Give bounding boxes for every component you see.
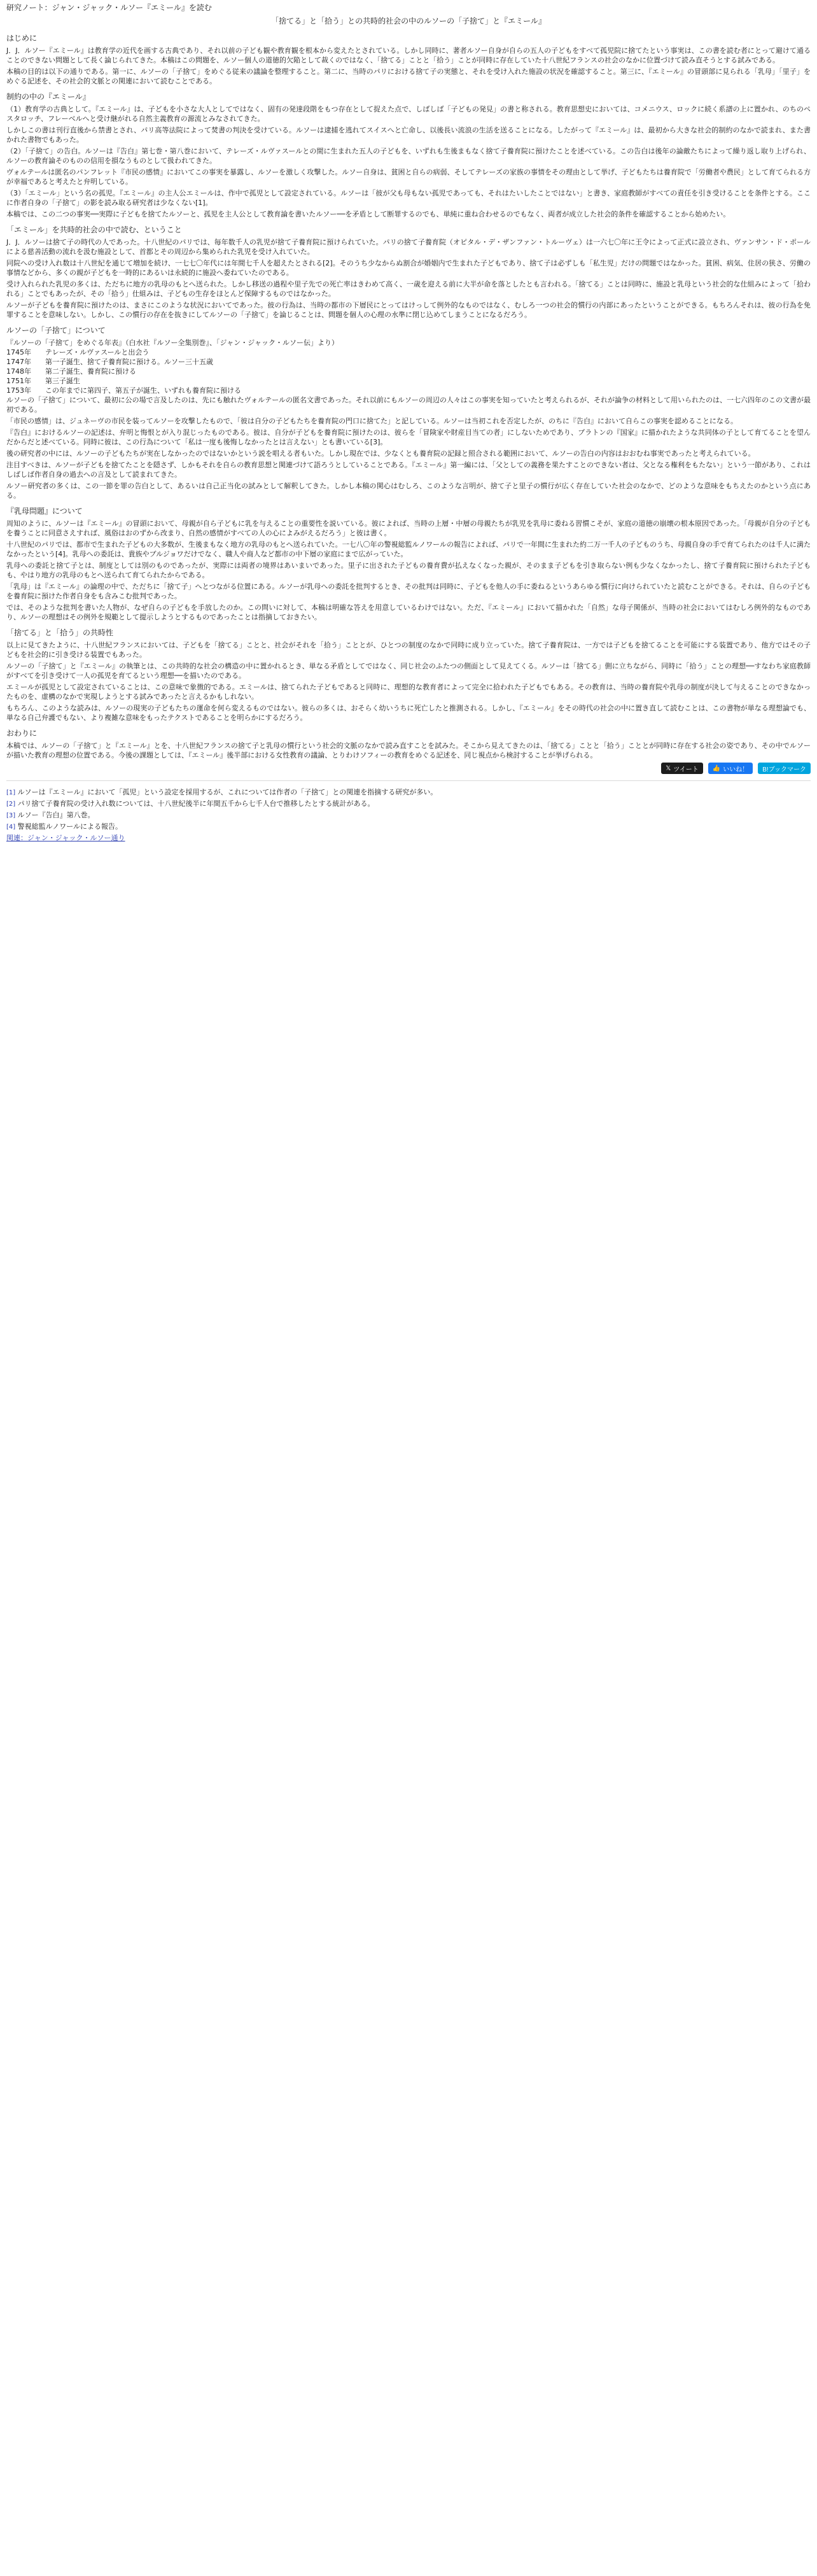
section-heading: 『乳母問題』について (6, 507, 83, 516)
paragraph: 「乳母」は『エミール』の論理の中で、ただちに「捨て子」へとつながる位置にある。ルソーが乳母への委託を批判するとき、その批判は同時に、子どもを他人の手に委ねるというあらゆる慣行に向けられていたと読むことができる。それは、自らの子どもを養育院に預けた作者自身をも含みこむ批判であった。 (6, 582, 811, 600)
timeline-line: 1753年 この年までに第四子、第五子が誕生、いずれも養育院に預ける (6, 386, 241, 395)
tweet-button[interactable] (661, 763, 703, 774)
related-link[interactable]: 関連：ジャン・ジャック・ルソー通り (6, 834, 125, 842)
timeline-line: 1747年 第一子誕生、捨て子養育院に預ける。ルソー三十五歳 (6, 358, 213, 366)
related-link-row (6, 833, 811, 843)
paragraph: 乳母への委託と捨て子とは、制度としては別のものであったが、実際には両者の境界はあいまいであった。里子に出された子どもの養育費が払えなくなった親が、そのまま子どもを引き取らない例も少なくなかったし、捨て子養育院に預けられた子どもも、やはり地方の乳母のもとへ送られて育てられたからである。 (6, 561, 811, 579)
paragraph: ルソー研究者の多くは、この一節を罪の告白として、あるいは自己正当化の試みとして解釈してきた。しかし本稿の関心はむしろ、このような言明が、捨て子と里子の慣行が広く存在していた社会のなかで、どのような意味をもちえたのかという点にある。 (6, 482, 811, 500)
paragraph: 本稿では、この二つの事実──実際に子どもを捨てたルソーと、孤児を主人公として教育論を書いたルソー──を矛盾として断罪するのでも、単純に重ね合わせるのでもなく、両者が成立した社会的条件を確認することから始めたい。 (6, 210, 730, 218)
paragraph: （1）教育学の古典として。『エミール』は、子どもを小さな大人としてではなく、固有の発達段階をもつ存在として捉えた点で、しばしば「子どもの発見」の書と称される。教育思想史においては、コメニウス、ロックに続く系譜の上に置かれ、のちのペスタロッチ、フレーベルへと受け継がれる自然主義教育の源流とみなされてきた。 (6, 105, 811, 123)
footnote-number[interactable]: [4] (6, 824, 16, 831)
paragraph: 受け入れられた乳児の多くは、ただちに地方の乳母のもとへ送られた。しかし移送の過程や里子先での死亡率はきわめて高く、一歳を迎える前に大半が命を落としたとも言われる。「捨てる」ことは同時に、施設と乳母という社会的な仕組みによって「拾われる」ことでもあったが、その「拾う」仕組みは、子どもの生存をほとんど保障するものではなかった。 (6, 280, 811, 298)
paragraph: 十八世紀のパリでは、都市で生まれた子どもの大多数が、生後まもなく地方の乳母のもとへ送られていた。一七八〇年の警視総監ルノワールの報告によれば、パリで一年間に生まれた約二万一千人の子どものうち、母親自身の手で育てられたのは千人に満たなかったという[4]。乳母への委託は、貴族やブルジョワだけでなく、職人や商人など都市の中下層の家庭にまで広がっていた。 (6, 540, 811, 558)
footnote (6, 810, 811, 820)
footnote-number[interactable]: [3] (6, 812, 16, 819)
paragraph: 本稿では、ルソーの「子捨て」と『エミール』とを、十八世紀フランスの捨て子と乳母の慣行という社会的文脈のなかで読み直すことを試みた。そこから見えてきたのは、「捨てる」ことと「拾う」こととが同時に存在する社会の姿であり、その中でルソーが描いた教育の理想の位置である。今後の課題としては、『エミール』後半部における女性教育の議論、とりわけソフィーの教育をめぐる記述を、同じ視点から検討することが挙げられる。 (6, 742, 811, 759)
paragraph: では、そのような批判を書いた人物が、なぜ自らの子どもを手放したのか。この問いに対して、本稿は明確な答えを用意しているわけではない。ただ、『エミール』において描かれた「自然」な母子関係が、当時の社会においてはむしろ例外的なものであり、ルソーの理想はその例外を規範として提示しようとするものであったことは指摘しておきたい。 (6, 603, 811, 621)
section-heading: ルソーの「子捨て」について (6, 326, 106, 335)
paragraph: J．J．ルソー『エミール』は教育学の近代を画する古典であり、それ以前の子ども観や教育観を根本から変えたとされている。しかし同時に、著者ルソー自身が自らの五人の子どもをすべて孤児院に捨てたという事実は、この書を読む者にとって避けて通ることのできない問題として長く論じられてきた。本稿はこの問題を、ルソー個人の道徳的欠陥として裁くのではなく、「捨てる」ことと「拾う」ことが同時に存在していた十八世紀フランスの社会のなかに位置づけて読み直そうとする試みである。 (6, 46, 811, 64)
paragraph: J．J．ルソーは捨て子の時代の人であった。十八世紀のパリでは、毎年数千人の乳児が捨て子養育院に預けられていた。パリの捨て子養育院（オピタル・デ・ザンファン・トルーヴェ）は一六七〇年に王令によって正式に設立され、ヴァンサン・ド・ポールによる慈善活動の流れを汲む施設として、首都とその周辺から集められた乳児を受け入れていた。 (6, 238, 811, 256)
footnotes (6, 787, 811, 832)
paragraph: ルソーの「子捨て」と『エミール』の執筆とは、この共時的な社会の構造の中に置かれるとき、単なる矛盾としてではなく、同じ社会のふたつの側面として見えてくる。ルソーは「捨てる」側に立ちながら、同時に「拾う」ことの理想──すなわち家庭教師がすべてを引き受けて一人の孤児を育てるという理想──を描いたのである。 (6, 662, 811, 680)
timeline-line: 1748年 第二子誕生、養育院に預ける (6, 367, 136, 376)
article-title: 研究ノート：ジャン・ジャック・ルソー『エミール』を読む (6, 3, 212, 12)
article-subtitle: 「捨てる」と「拾う」との共時的社会の中のルソーの「子捨て」と『エミール』 (271, 17, 546, 25)
section-heading: はじめに (6, 34, 38, 43)
paragraph: しかしこの書は刊行直後から禁書とされ、パリ高等法院によって焚書の判決を受けている。ルソーは逮捕を逃れてスイスへと亡命し、以後長い流浪の生活を送ることになる。したがって『エミール』は、最初から大きな社会的制約のなかで読まれ、また書かれた書物でもあった。 (6, 126, 811, 144)
paragraph: 後の研究者の中には、ルソーの子どもたちが実在しなかったのではないかという説を唱える者もいた。しかし現在では、少なくとも養育院の記録と照合される範囲において、ルソーの告白の内容はおおむね事実であったと考えられている。 (6, 449, 755, 458)
timeline-line: 『ルソーの「子捨て」をめぐる年表』（白水社『ルソー全集別巻』、「ジャン・ジャック・ルソー伝」より） (6, 339, 339, 347)
footnote-text: 警視総監ルノワールによる報告。 (17, 822, 123, 831)
footnote-number[interactable]: [1] (6, 789, 16, 796)
footnote (6, 787, 811, 798)
like-label: いいね！ (723, 766, 749, 773)
share-bar (6, 763, 811, 774)
paragraph: もちろん、このような読みは、ルソーの現実の子どもたちの運命を何ら変えるものではない。彼らの多くは、おそらく幼いうちに死亡したと推測される。しかし、『エミール』をその時代の社会の中に置き直して読むことは、この書物が単なる理想論でも、単なる自己弁護でもない、より複雑な意味をもったテクストであることを明らかにするだろう。 (6, 704, 811, 722)
paragraph: 本稿の目的は以下の通りである。第一に、ルソーの「子捨て」をめぐる従来の議論を整理すること。第二に、当時のパリにおける捨て子の実態と、それを受け入れた施設の状況を確認すること。第三に、『エミール』の冒頭部に見られる「乳母」「里子」をめぐる記述を、その社会的文脈との関連において読むことである。 (6, 67, 811, 85)
timeline-line: 1751年 第三子誕生 (6, 377, 80, 385)
like-button[interactable] (708, 763, 753, 774)
paragraph: ルソーが子どもを養育院に預けたのは、まさにこのような状況においてであった。彼の行為は、当時の都市の下層民にとってはけっして例外的なものではなく、むしろ一つの社会的慣行の内部にあったということができる。もちろんそれは、彼の行為を免罪することを意味しない。しかし、この慣行の存在を抜きにしてルソーの「子捨て」を論じることは、問題を個人の心理の水準に閉じ込めてしまうことになるだろう。 (6, 301, 811, 319)
paragraph: 以上に見てきたように、十八世紀フランスにおいては、子どもを「捨てる」ことと、社会がそれを「拾う」こととが、ひとつの制度のなかで同時に成り立っていた。捨て子養育院は、一方では子どもを捨てることを可能にする装置であり、他方ではその子どもを社会的に引き受ける装置でもあった。 (6, 641, 811, 659)
timeline-line: 1745年 テレーズ・ルヴァスールと出会う (6, 348, 150, 356)
paragraph: ルソーの「子捨て」について、最初に公の場で言及したのは、先にも触れたヴォルテールの匿名文書であった。それ以前にもルソーの周辺の人々はこの事実を知っていたと考えられるが、それが論争の材料として用いられたのは、一七六四年のこの文書が最初である。 (6, 396, 811, 414)
paragraph: 同院への受け入れ数は十八世紀を通じて増加を続け、一七七〇年代には年間七千人を超えたとされる[2]。そのうち少なからぬ割合が婚姻内で生まれた子どもであり、捨て子は必ずしも「私生児」だけの問題ではなかった。貧困、病気、住居の狭さ、労働の事情などから、多くの親が子どもを一時的にあるいは永続的に施設へ委ねていたのである。 (6, 259, 811, 277)
section-heading: 「エミール」を共時的社会の中で読む、ということ (6, 225, 182, 234)
footnote (6, 822, 811, 832)
x-icon: 𝕏 (666, 764, 671, 772)
hatena-label: B!ブックマーク (762, 766, 806, 773)
footnote (6, 799, 811, 809)
section-heading: 「捨てる」と「拾う」の共時性 (6, 628, 114, 637)
paragraph: 「市民の感情」は、ジュネーヴの市民を装ってルソーを攻撃したもので、「彼は自分の子どもたちを養育院の門口に捨てた」と記している。ルソーは当初これを否定したが、のちに『告白』において自らこの事実を認めることになる。 (6, 417, 738, 425)
footnote-text: ルソー『告白』第八巻。 (17, 811, 95, 819)
section-heading: おわりに (6, 729, 38, 738)
paragraph: （3）「エミール」という名の孤児。『エミール』の主人公エミールは、作中で孤児として設定されている。ルソーは「彼が父も母もない孤児であっても、それはたいしたことではない」と書き、家庭教師がすべての責任を引き受けることを条件とする。ここに作者自身の「子捨て」の影を読み取る研究者は少なくない[1]。 (6, 189, 811, 207)
paragraph: （2）「子捨て」の告白。ルソーは『告白』第七巻・第八巻において、テレーズ・ルヴァスールとの間に生まれた五人の子どもを、いずれも生後まもなく捨て子養育院に預けたことを述べている。この告白は後年の論敵たちによって繰り返し取り上げられ、ルソーの教育論そのものの信用を損なうものとして扱われてきた。 (6, 147, 811, 165)
footnote-text: ルソーは『エミール』において「孤児」という設定を採用するが、これについては作者の「子捨て」との関連を指摘する研究が多い。 (17, 788, 438, 796)
footnote-divider (6, 780, 811, 781)
footnote-text: パリ捨て子養育院の受け入れ数については、十八世紀後半に年間五千から七千人台で推移したとする統計がある。 (17, 799, 375, 808)
thumbs-up-icon: 👍 (712, 764, 721, 772)
footnote-number[interactable]: [2] (6, 801, 16, 808)
paragraph: 『告白』におけるルソーの記述は、弁明と悔恨とが入り混じったものである。彼は、自分が子どもを養育院に預けたのは、彼らを「冒険家や財産目当ての者」にしないためであり、プラトンの『国家』に描かれたような共同体の子として育てることを望んだからだと述べている。同時に彼は、この行為について「私は一度も後悔しなかったとは言えない」とも書いている[3]。 (6, 428, 811, 446)
hatena-bookmark-button[interactable] (758, 763, 811, 774)
paragraph: 周知のように、ルソーは『エミール』の冒頭において、母親が自ら子どもに乳を与えることの重要性を説いている。彼によれば、当時の上層・中層の母親たちが乳児を乳母に委ねる習慣こそが、家庭の道徳の崩壊の根本原因であった。「母親が自分の子どもを養うことに同意さえすれば、風俗はおのずから改まり、自然の感情がすべての人の心によみがえるだろう」と彼は書く。 (6, 519, 811, 537)
article-body (6, 34, 811, 760)
paragraph: ヴォルテールは匿名のパンフレット『市民の感情』においてこの事実を暴露し、ルソーを激しく攻撃した。ルソー自身は、貧困と自らの病弱、そしてテレーズの家族の事情をその理由として挙げ、子どもたちは養育院で「労働者や農民」として育てられる方が幸福であると考えたと弁明している。 (6, 168, 811, 186)
section-heading: 制約の中の『エミール』 (6, 92, 90, 101)
paragraph: 注目すべきは、ルソーが子どもを捨てたことを隠さず、しかもそれを自らの教育思想と関連づけて語ろうとしていることである。『エミール』第一編には、「父としての義務を果たすことのできない者は、父となる権利をもたない」という一節があり、これはしばしば作者自身の過去への言及として読まれてきた。 (6, 461, 811, 479)
tweet-label: ツイート (673, 766, 699, 773)
paragraph: エミールが孤児として設定されていることは、この意味で象徴的である。エミールは、捨てられた子どもであると同時に、理想的な教育者によって完全に拾われた子どもでもある。その教育は、当時の養育院や乳母の制度が決して与えることのできなかったものを、虚構のなかで実現しようとする試みであったと言えるかもしれない。 (6, 683, 811, 701)
